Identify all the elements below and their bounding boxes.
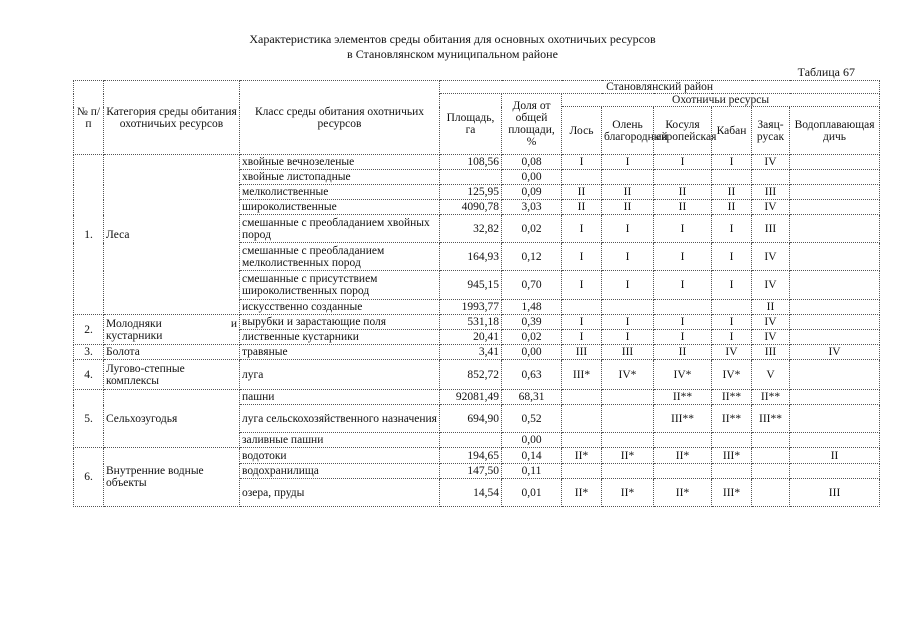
document-title-line1: Характеристика элементов среды обитания для основных охотничьих ресурсов	[249, 32, 656, 46]
row-class: смешанные с преобладанием хвойных пород	[240, 215, 440, 243]
row-deer: I	[602, 155, 654, 170]
row-hare: IV	[752, 271, 790, 300]
row-area	[440, 433, 502, 448]
row-hare: III**	[752, 405, 790, 433]
row-hare: IV	[752, 315, 790, 330]
row-roe: I	[654, 315, 712, 330]
row-share: 0,39	[502, 315, 562, 330]
row-share: 0,02	[502, 330, 562, 345]
row-roe: III**	[654, 405, 712, 433]
row-share: 0,11	[502, 464, 562, 479]
header-district: Становлянский район	[440, 81, 880, 94]
row-boar	[712, 300, 752, 315]
row-moose: I	[562, 315, 602, 330]
row-waterfowl	[790, 315, 880, 330]
row-category-word: Молодняки	[106, 317, 162, 330]
row-share: 0,12	[502, 243, 562, 271]
row-deer: I	[602, 215, 654, 243]
row-class: смешанные с преобладанием мелколиственных пород	[240, 243, 440, 271]
row-deer: II*	[602, 479, 654, 507]
row-share: 3,03	[502, 200, 562, 215]
row-area: 1993,77	[440, 300, 502, 315]
row-hare: IV	[752, 155, 790, 170]
row-share: 0,08	[502, 155, 562, 170]
row-moose: I	[562, 215, 602, 243]
table-label: Таблица 67	[797, 65, 855, 79]
row-moose	[562, 433, 602, 448]
row-boar	[712, 433, 752, 448]
row-roe: I	[654, 155, 712, 170]
row-moose: II*	[562, 479, 602, 507]
row-moose: II	[562, 185, 602, 200]
row-class: пашни	[240, 390, 440, 405]
table-row	[74, 315, 880, 330]
row-hare: II**	[752, 390, 790, 405]
row-boar: I	[712, 215, 752, 243]
row-moose: I	[562, 330, 602, 345]
row-waterfowl: III	[790, 479, 880, 507]
row-class: луга сельскохозяйственного назначения	[240, 405, 440, 433]
header-deer: Олень благородный	[602, 107, 654, 155]
row-share: 0,52	[502, 405, 562, 433]
row-category	[104, 315, 240, 345]
row-category-conj: и	[230, 317, 237, 330]
row-roe: I	[654, 243, 712, 271]
row-hare: IV	[752, 243, 790, 271]
row-share: 0,00	[502, 433, 562, 448]
document-title-line2: в Становлянском муниципальном районе	[347, 47, 558, 61]
row-category: Сельхозугодья	[104, 390, 240, 448]
header-habitat-class: Класс среды обитания охотничьих ресурсов	[240, 81, 440, 155]
row-area: 3,41	[440, 345, 502, 360]
header-boar: Кабан	[712, 107, 752, 155]
row-class: хвойные листопадные	[240, 170, 440, 185]
row-roe	[654, 464, 712, 479]
habitat-table	[73, 80, 880, 507]
row-waterfowl	[790, 330, 880, 345]
row-boar: I	[712, 243, 752, 271]
row-area: 694,90	[440, 405, 502, 433]
row-deer	[602, 170, 654, 185]
row-deer	[602, 464, 654, 479]
row-deer: IV*	[602, 360, 654, 390]
row-roe: II	[654, 200, 712, 215]
table-row	[74, 155, 880, 170]
header-share: Доля от общей площади, %	[502, 94, 562, 155]
row-class: вырубки и зарастающие поля	[240, 315, 440, 330]
row-waterfowl	[790, 185, 880, 200]
row-moose	[562, 300, 602, 315]
header-area: Площадь, га	[440, 94, 502, 155]
row-waterfowl	[790, 300, 880, 315]
row-category: Болота	[104, 345, 240, 360]
row-deer: I	[602, 315, 654, 330]
row-deer	[602, 433, 654, 448]
row-area: 108,56	[440, 155, 502, 170]
row-waterfowl	[790, 433, 880, 448]
row-area: 164,93	[440, 243, 502, 271]
row-boar	[712, 464, 752, 479]
row-num: 5.	[74, 390, 104, 448]
row-class: широколиственные	[240, 200, 440, 215]
row-waterfowl	[790, 243, 880, 271]
row-class: луга	[240, 360, 440, 390]
row-deer: II	[602, 200, 654, 215]
row-roe: II*	[654, 448, 712, 464]
row-class: водохранилища	[240, 464, 440, 479]
row-class: озера, пруды	[240, 479, 440, 507]
row-area: 92081,49	[440, 390, 502, 405]
row-share: 0,00	[502, 345, 562, 360]
row-area: 147,50	[440, 464, 502, 479]
row-boar: III*	[712, 479, 752, 507]
row-share: 68,31	[502, 390, 562, 405]
row-hare: III	[752, 215, 790, 243]
row-boar: IV	[712, 345, 752, 360]
row-deer: I	[602, 271, 654, 300]
row-class: мелколиственные	[240, 185, 440, 200]
header-waterfowl: Водоплавающая дичь	[790, 107, 880, 155]
row-hare: IV	[752, 200, 790, 215]
row-moose: III*	[562, 360, 602, 390]
row-moose: II	[562, 200, 602, 215]
row-area	[440, 170, 502, 185]
row-hare	[752, 170, 790, 185]
row-waterfowl	[790, 170, 880, 185]
row-class: травяные	[240, 345, 440, 360]
header-moose: Лось	[562, 107, 602, 155]
row-boar: II**	[712, 390, 752, 405]
row-moose	[562, 464, 602, 479]
row-hare: III	[752, 185, 790, 200]
row-num: 4.	[74, 360, 104, 390]
table-row	[74, 345, 880, 360]
header-resources: Охотничьи ресурсы	[562, 94, 880, 107]
row-category: Внутренние водные объекты	[104, 448, 240, 507]
row-hare: II	[752, 300, 790, 315]
row-category-line2: кустарники	[106, 329, 163, 342]
row-area: 852,72	[440, 360, 502, 390]
row-deer: I	[602, 243, 654, 271]
row-class: водотоки	[240, 448, 440, 464]
row-waterfowl	[790, 405, 880, 433]
header-category: Категория среды обитания охотничьих ресурсов	[104, 81, 240, 155]
header-num: № п/п	[74, 81, 104, 155]
table-row	[74, 448, 880, 464]
row-waterfowl	[790, 271, 880, 300]
row-area: 945,15	[440, 271, 502, 300]
row-roe: II*	[654, 479, 712, 507]
row-area: 125,95	[440, 185, 502, 200]
row-moose	[562, 405, 602, 433]
row-category: Лугово-степные комплексы	[104, 360, 240, 390]
row-boar: III*	[712, 448, 752, 464]
row-moose	[562, 170, 602, 185]
row-waterfowl	[790, 155, 880, 170]
row-share: 1,48	[502, 300, 562, 315]
row-boar: I	[712, 155, 752, 170]
row-moose: II*	[562, 448, 602, 464]
row-boar: IV*	[712, 360, 752, 390]
row-roe	[654, 300, 712, 315]
row-roe: II	[654, 185, 712, 200]
row-moose: III	[562, 345, 602, 360]
row-hare: V	[752, 360, 790, 390]
header-roe: Косуля европейская	[654, 107, 712, 155]
row-boar: I	[712, 271, 752, 300]
row-share: 0,02	[502, 215, 562, 243]
row-waterfowl	[790, 200, 880, 215]
row-hare: III	[752, 345, 790, 360]
row-deer: II	[602, 185, 654, 200]
row-hare: IV	[752, 330, 790, 345]
row-num: 6.	[74, 448, 104, 507]
row-num: 3.	[74, 345, 104, 360]
row-class: лиственные кустарники	[240, 330, 440, 345]
row-boar: II	[712, 200, 752, 215]
row-roe	[654, 433, 712, 448]
row-hare	[752, 448, 790, 464]
row-deer	[602, 405, 654, 433]
row-class: хвойные вечнозеленые	[240, 155, 440, 170]
row-class: искусственно созданные	[240, 300, 440, 315]
row-area: 32,82	[440, 215, 502, 243]
row-num: 1.	[74, 155, 104, 315]
row-hare	[752, 479, 790, 507]
row-roe: II	[654, 345, 712, 360]
row-waterfowl	[790, 215, 880, 243]
row-waterfowl	[790, 464, 880, 479]
row-share: 0,09	[502, 185, 562, 200]
row-deer: II*	[602, 448, 654, 464]
row-area: 531,18	[440, 315, 502, 330]
row-boar	[712, 170, 752, 185]
row-share: 0,63	[502, 360, 562, 390]
row-hare	[752, 464, 790, 479]
row-waterfowl	[790, 390, 880, 405]
row-share: 0,14	[502, 448, 562, 464]
row-category: Леса	[104, 155, 240, 315]
row-waterfowl	[790, 360, 880, 390]
table-row	[74, 360, 880, 390]
row-area: 20,41	[440, 330, 502, 345]
row-moose: I	[562, 243, 602, 271]
row-area: 194,65	[440, 448, 502, 464]
row-waterfowl: IV	[790, 345, 880, 360]
row-roe: IV*	[654, 360, 712, 390]
row-moose: I	[562, 271, 602, 300]
row-boar: I	[712, 330, 752, 345]
row-deer: I	[602, 330, 654, 345]
row-roe: I	[654, 330, 712, 345]
row-hare	[752, 433, 790, 448]
row-class: смешанные с присутствием широколиственных пород	[240, 271, 440, 300]
row-share: 0,70	[502, 271, 562, 300]
row-deer	[602, 300, 654, 315]
row-num: 2.	[74, 315, 104, 345]
row-share: 0,00	[502, 170, 562, 185]
row-share: 0,01	[502, 479, 562, 507]
row-roe: I	[654, 271, 712, 300]
row-boar: II	[712, 185, 752, 200]
row-roe	[654, 170, 712, 185]
row-deer	[602, 390, 654, 405]
row-waterfowl: II	[790, 448, 880, 464]
row-moose	[562, 390, 602, 405]
table-row	[74, 390, 880, 405]
row-boar: I	[712, 315, 752, 330]
row-class: заливные пашни	[240, 433, 440, 448]
row-area: 14,54	[440, 479, 502, 507]
row-area: 4090,78	[440, 200, 502, 215]
row-moose: I	[562, 155, 602, 170]
row-roe: I	[654, 215, 712, 243]
row-roe: II**	[654, 390, 712, 405]
header-hare: Заяц-русак	[752, 107, 790, 155]
row-boar: II**	[712, 405, 752, 433]
row-deer: III	[602, 345, 654, 360]
